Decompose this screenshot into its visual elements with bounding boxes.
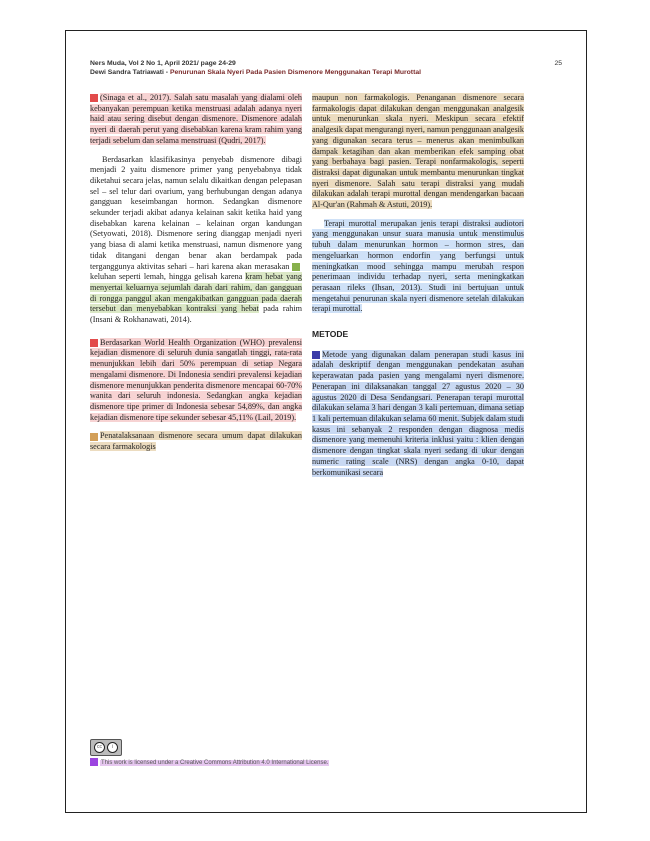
paragraph-1 bbox=[90, 93, 302, 147]
annotation-marker[interactable] bbox=[292, 263, 300, 271]
highlight-murottal: Terapi murottal merupakan jenis terapi distraksi audiotori yang menggunakan unsur suara manusia untuk menstimulus tubuh dalam menurunkan hormon – hormon stres, dan mengeluarkan hormon endorfin yang berfungsi untuk meningkatkan mood sehingga mampu merubah respon penerimaan individu terhadap nyeri, serta meningkatkan perasaan rileks (Ihsan, 2013). Studi ini bertujuan untuk mengetahui penurunan skala nyeri dismenore setelah dilakukan terapi murottal. bbox=[312, 218, 524, 314]
paper-page bbox=[65, 30, 587, 813]
paragraph-text: Berdasarkan klasifikasinya penyebab dismenore dibagi menjadi 2 yaitu dismenore primer yang penyebabnya tidak diketahui secara jelas, namun selalu dikaitkan dengan pelepasan sel – sel telur dari ovarium, yang berhubungan dengan adanya gangguan keseimbangan hormon. Sedangkan dismenore sekunder terjadi akibat adanya kelainan sakit ketika haid yang disebabkan karena kelainan – kelainan organ kandungan (Setyowati, 2018). Dismenore sering dianggap menjadi nyeri yang biasa di alami ketika menstruasi, namun dismenore yang tidak ditangani dengan benar akan berdampak pada terganggunya aktivitas sehari – hari karena akan merasakan bbox=[90, 154, 302, 271]
page-number: 25 bbox=[554, 60, 562, 67]
highlight-method: Metode yang digunakan dalam penerapan studi kasus ini adalah deskriptif dengan menggunakan pendekatan asuhan keperawatan pada pasien yang mengalami nyeri dismenore. Penerapan ini dilaksanakan tanggal 27 agustus 2020 – 30 agustus 2020 di Desa Sendangsari. Penerapan terapi murottal dilakukan selama 3 hari dengan 3 kali pertemuan, dimana setiap 1 kali pertemuan dilakukan selama 60 menit. Subjek dalam studi kasus ini sebanyak 2 responden dengan diagnosa medis dismenore yang memenuhi kriteria inklusi yaitu : klien dengan dismenore dengan tingkat skala nyeri sedang di ukur dengan numeric rating scale (NRS) dengan angka 0-10, dapat berkomunikasi secara bbox=[312, 349, 524, 477]
license-text[interactable]: This work is licensed under a Creative Commons Attribution 4.0 International License. bbox=[101, 760, 329, 766]
annotation-marker[interactable] bbox=[90, 758, 98, 766]
highlight-pharmacological: maupun non farmakologis. Penanganan dismenore secara farmakologis dapat dilakukan dengan menggunakan analgesik untuk menurunkan skala nyeri. Meskipun secara efektif analgesik dapat mengurangi nyeri, namun penggunaan analgesik yang digunakan secara terus – menerus akan menimbulkan dampak ketagihan dan akan memberikan efek samping obat yang berbahaya bagi pasien. Terapi nonfarmakologis, seperti distraksi dapat digunakan untuk membantu menurunkan tingkat nyeri dismenore. Salah satu terapi distraksi yang mudah dilakukan adalah terapi murottal dengan mendengarkan bacaan Al-Qur'an (Rahmah & Astuti, 2019). bbox=[312, 93, 524, 210]
section-heading: METODE bbox=[312, 329, 349, 340]
cc-license-badge[interactable] bbox=[90, 739, 122, 756]
highlight-management: Penatalaksanaan dismenore secara umum dapat dilakukan secara farmakologis bbox=[90, 431, 302, 452]
license-footer bbox=[90, 739, 390, 766]
cc-icon: cc bbox=[94, 742, 105, 753]
paragraph-6 bbox=[312, 219, 524, 315]
annotation-marker[interactable] bbox=[90, 433, 98, 441]
highlight-intro: (Sinaga et al., 2017). Salah satu masalah yang dialami oleh kebanyakan perempuan ketika menstruasi adalah adanya nyeri haid atau sering disebut dengan dismenore. Dismenore adalah nyeri di daerah perut yang disebabkan karena kram rahim yang terjadi sebelum dan selama menstruasi (Qudri, 2017). bbox=[90, 93, 302, 145]
running-header bbox=[90, 59, 562, 77]
paragraph-text: pada rahim (Insani & Rokhanawati, 2014). bbox=[90, 304, 302, 325]
paragraph-3 bbox=[90, 338, 302, 424]
annotation-marker[interactable] bbox=[90, 339, 98, 347]
highlight-cramp: kram hebat yang menyertai keluarnya sejumlah darah dari rahim, dan gangguan di rongga panggul akan mengakibatkan gangguan pada daerah tersebut dan menyebabkan kontraksi yang hebat bbox=[90, 272, 302, 314]
left-column bbox=[90, 93, 302, 461]
right-column bbox=[312, 93, 524, 486]
authors: Dewi Sandra Tatriawati - bbox=[90, 69, 170, 76]
paragraph-7 bbox=[312, 350, 524, 478]
annotation-marker[interactable] bbox=[90, 94, 98, 102]
by-icon: i bbox=[107, 742, 118, 753]
paragraph-4 bbox=[90, 431, 302, 452]
annotation-marker[interactable] bbox=[312, 351, 320, 359]
journal-citation: Ners Muda, Vol 2 No 1, April 2021/ page 24-29 bbox=[90, 60, 236, 67]
article-title: Penurunan Skala Nyeri Pada Pasien Dismenore Menggunakan Terapi Murottal bbox=[169, 69, 422, 76]
highlight-prevalence: Berdasarkan World Health Organization (WHO) prevalensi kejadian dismenore di seluruh dunia sangatlah tinggi, rata-rata menunjukkan lebih dari 50% perempuan di setiap Negara mengalami dismenore. Di Indonesia sendiri prevalensi kejadian dismenore menunjukkan penderita dismenore mencapai 60-70% wanita dari seluruh indonesia. Sedangkan angka kejadian dismenore tipe primer di Indonesia sebesar 54,89%, dan angka kejadian dismenore tipe sekunder sebesar 45,11% (Lail, 2019). bbox=[90, 337, 302, 422]
paragraph-text: keluhan seperti lemah, hingga gelisah karena bbox=[90, 272, 246, 282]
paragraph-2 bbox=[90, 155, 302, 326]
paragraph-5 bbox=[312, 93, 524, 211]
author-title-line bbox=[90, 68, 562, 77]
